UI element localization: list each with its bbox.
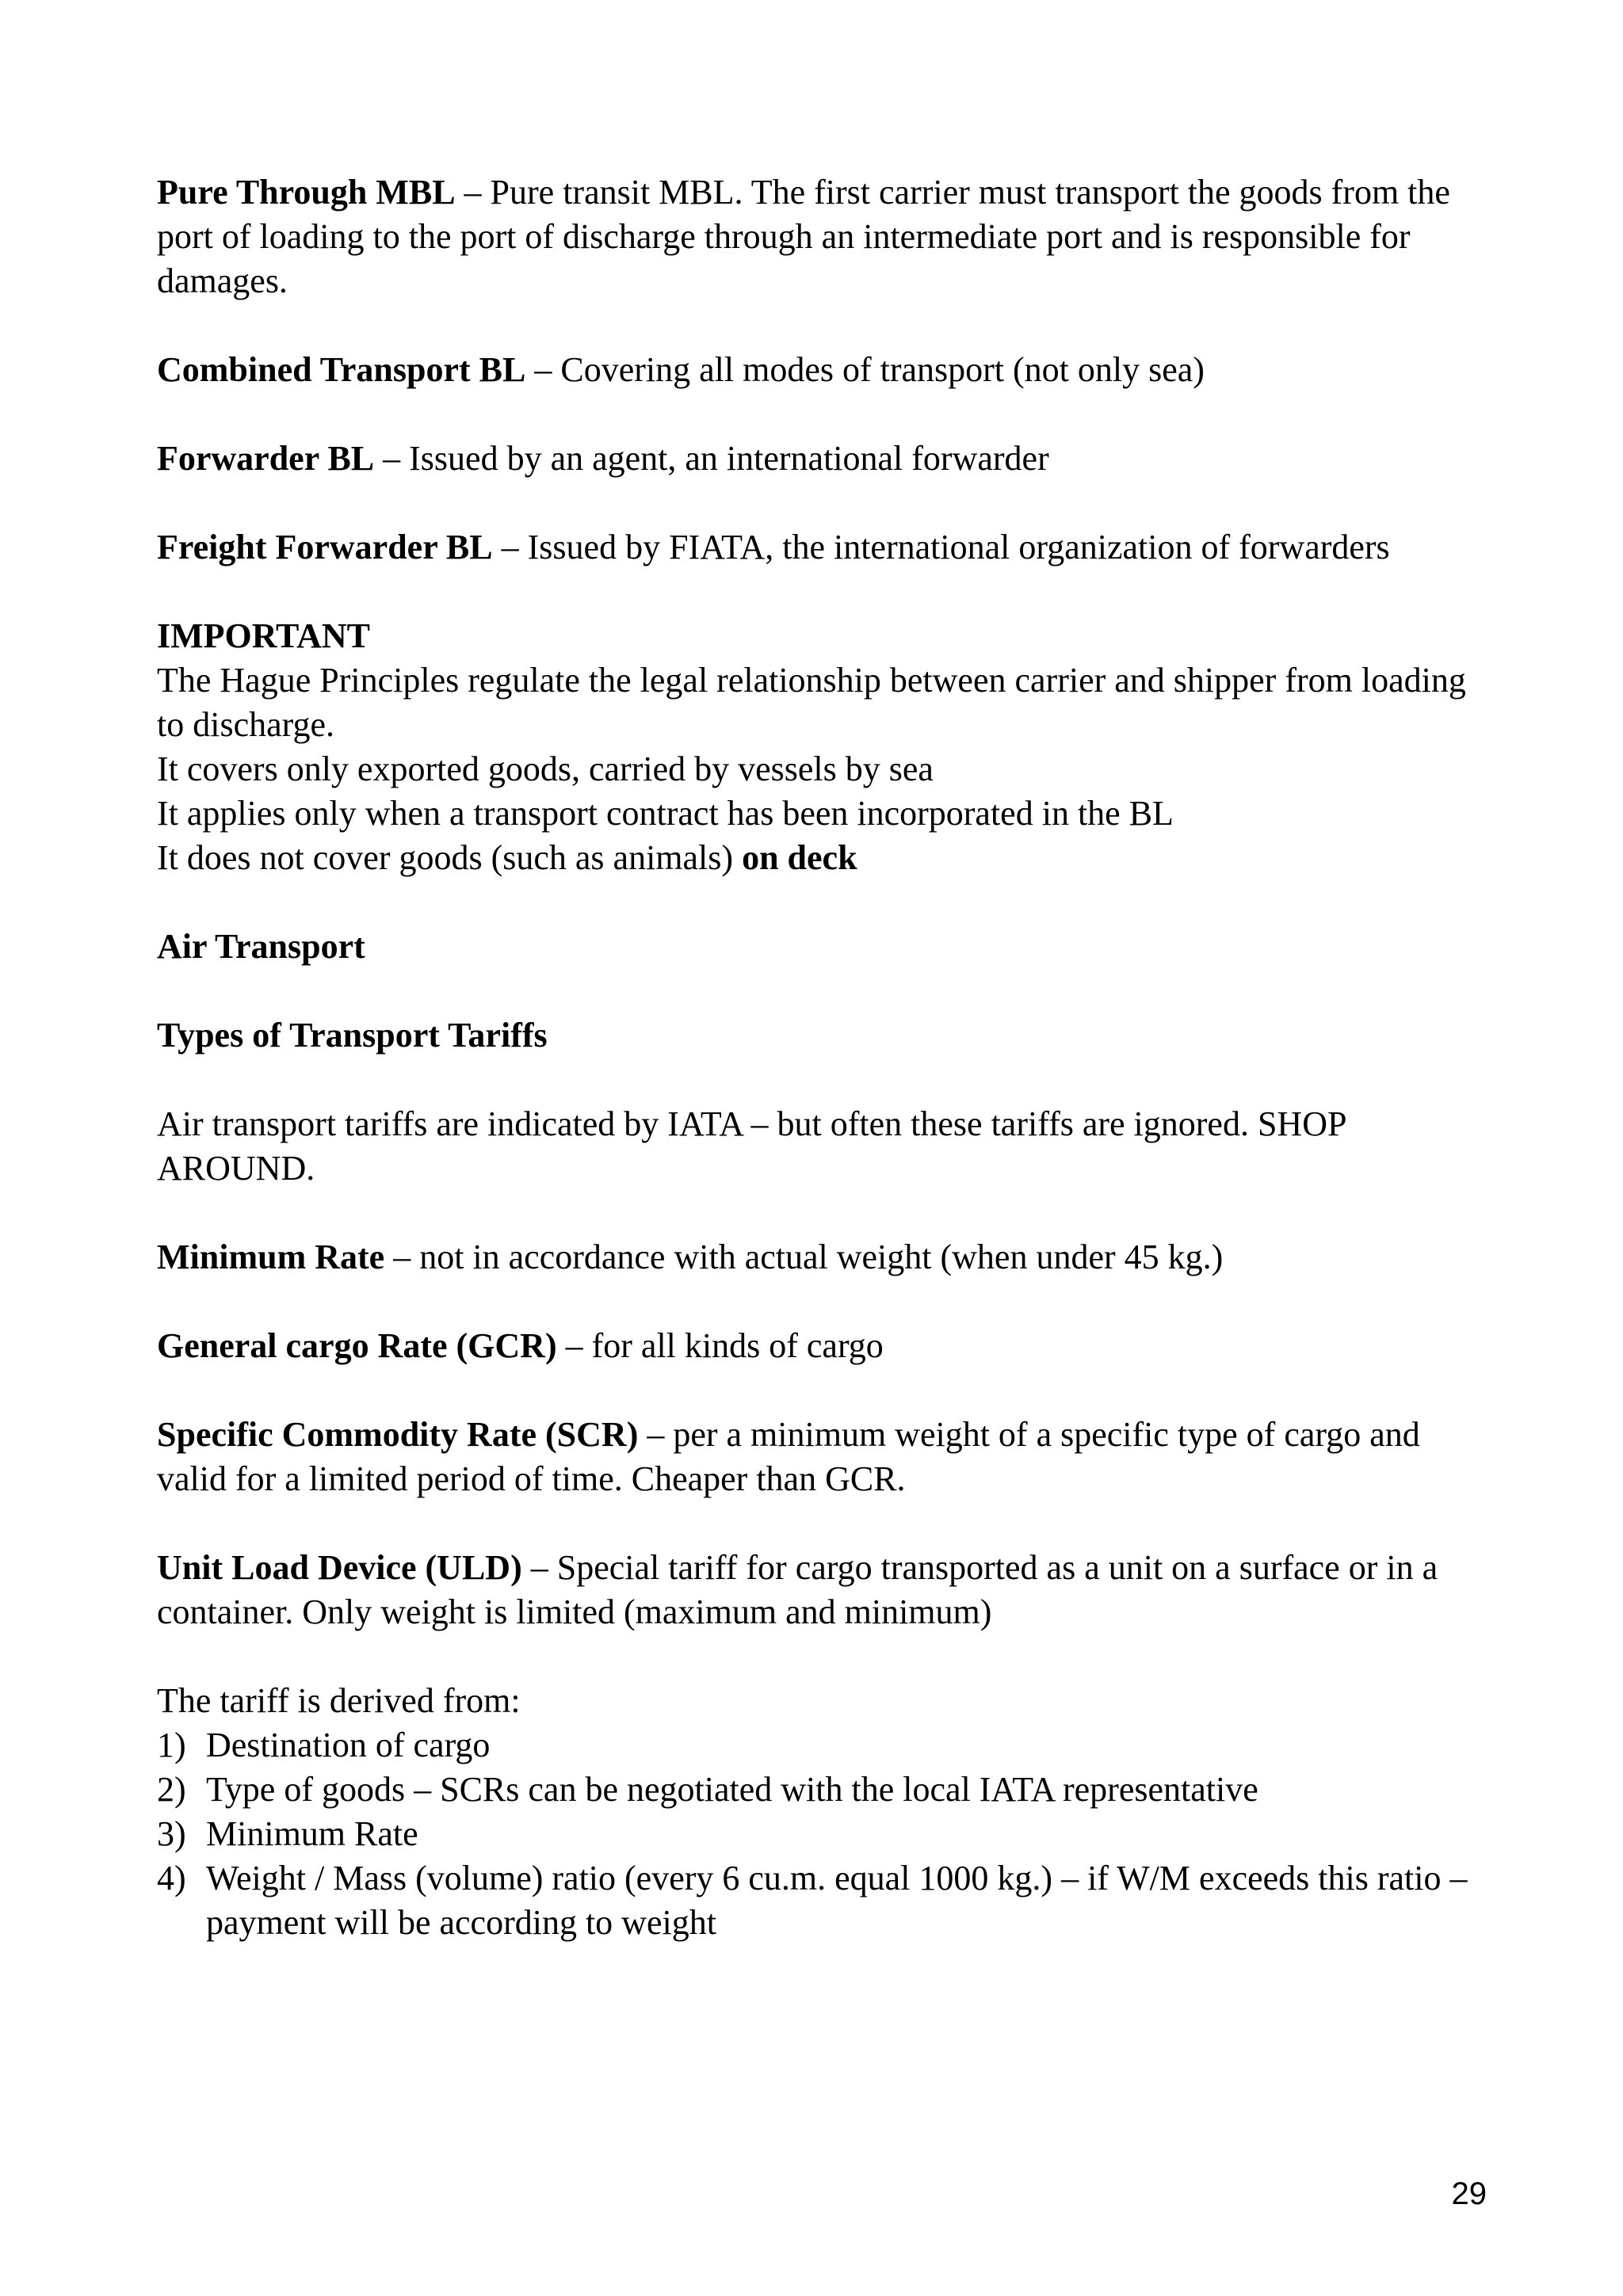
uld-paragraph <box>157 1546 1488 1634</box>
minimum-rate-paragraph <box>157 1235 1488 1280</box>
list-item-text: Destination of cargo <box>206 1726 491 1764</box>
air-transport-heading-text: Air Transport <box>157 927 365 966</box>
list-item-number: 3) <box>157 1814 186 1853</box>
list-item <box>157 1812 1488 1856</box>
air-transport-heading <box>157 925 1488 969</box>
list-item-text: Type of goods – SCRs can be negotiated with the local IATA representative <box>206 1770 1258 1809</box>
scr-term: Specific Commodity Rate (SCR) <box>157 1415 639 1454</box>
list-item-text: Minimum Rate <box>206 1814 418 1853</box>
list-item <box>157 1723 1488 1768</box>
combined-transport-bl-paragraph <box>157 348 1488 392</box>
uld-text: – Special tariff for cargo transported as a unit on a surface or in a container. Only weight is limited (maximum and minimum) <box>157 1548 1438 1631</box>
scr-paragraph <box>157 1413 1488 1501</box>
minimum-rate-text: – not in accordance with actual weight (when under 45 kg.) <box>384 1238 1224 1276</box>
list-item-number: 1) <box>157 1726 186 1764</box>
list-item <box>157 1856 1488 1945</box>
freight-forwarder-bl-paragraph <box>157 525 1488 570</box>
important-line-3: It applies only when a transport contract has been incorporated in the BL <box>157 794 1174 833</box>
important-heading: IMPORTANT <box>157 616 370 655</box>
gcr-paragraph <box>157 1324 1488 1368</box>
important-section <box>157 614 1488 880</box>
freight-forwarder-bl-text: – Issued by FIATA, the international organization of forwarders <box>492 528 1390 566</box>
iata-paragraph: Air transport tariffs are indicated by IATA – but often these tariffs are ignored. SHOP AROUND. <box>157 1104 1346 1188</box>
forwarder-bl-text: – Issued by an agent, an international forwarder <box>374 439 1049 478</box>
list-item-number: 2) <box>157 1770 186 1809</box>
important-line-4-bold: on deck <box>742 838 857 877</box>
tariffs-heading-text: Types of Transport Tariffs <box>157 1016 548 1055</box>
important-line-4-text: It does not cover goods (such as animals) <box>157 838 743 877</box>
important-line-4 <box>157 836 1488 880</box>
important-line-2: It covers only exported goods, carried by vessels by sea <box>157 749 934 788</box>
minimum-rate-term: Minimum Rate <box>157 1238 385 1276</box>
pure-through-mbl-paragraph <box>157 170 1488 303</box>
tariffs-heading <box>157 1013 1488 1058</box>
tariff-derived-section <box>157 1679 1488 1945</box>
document-page <box>157 170 1488 1945</box>
important-line-1: The Hague Principles regulate the legal relationship between carrier and shipper from loading to discharge. <box>157 661 1466 744</box>
combined-transport-bl-text: – Covering all modes of transport (not only sea) <box>525 350 1205 389</box>
combined-transport-bl-term: Combined Transport BL <box>157 350 526 389</box>
list-item-number: 4) <box>157 1859 186 1897</box>
list-item <box>157 1768 1488 1812</box>
pure-through-mbl-term: Pure Through MBL <box>157 173 456 212</box>
forwarder-bl-term: Forwarder BL <box>157 439 375 478</box>
gcr-text: – for all kinds of cargo <box>556 1326 884 1365</box>
freight-forwarder-bl-term: Freight Forwarder BL <box>157 528 493 566</box>
uld-term: Unit Load Device (ULD) <box>157 1548 522 1587</box>
tariff-factors-list <box>157 1723 1488 1945</box>
scr-text: – per a minimum weight of a specific type of cargo and valid for a limited period of time. Cheaper than GCR. <box>157 1415 1420 1498</box>
pure-through-mbl-text: – Pure transit MBL. The first carrier must transport the goods from the port of loading to the port of discharge through an intermediate port and is responsible for damages. <box>157 173 1450 300</box>
list-item-text: Weight / Mass (volume) ratio (every 6 cu.m. equal 1000 kg.) – if W/M exceeds this ratio – payment will be according to weight <box>206 1859 1468 1942</box>
tariff-derived-intro: The tariff is derived from: <box>157 1681 521 1720</box>
gcr-term: General cargo Rate (GCR) <box>157 1326 557 1365</box>
forwarder-bl-paragraph <box>157 437 1488 481</box>
page-number: 29 <box>1451 2176 1487 2211</box>
